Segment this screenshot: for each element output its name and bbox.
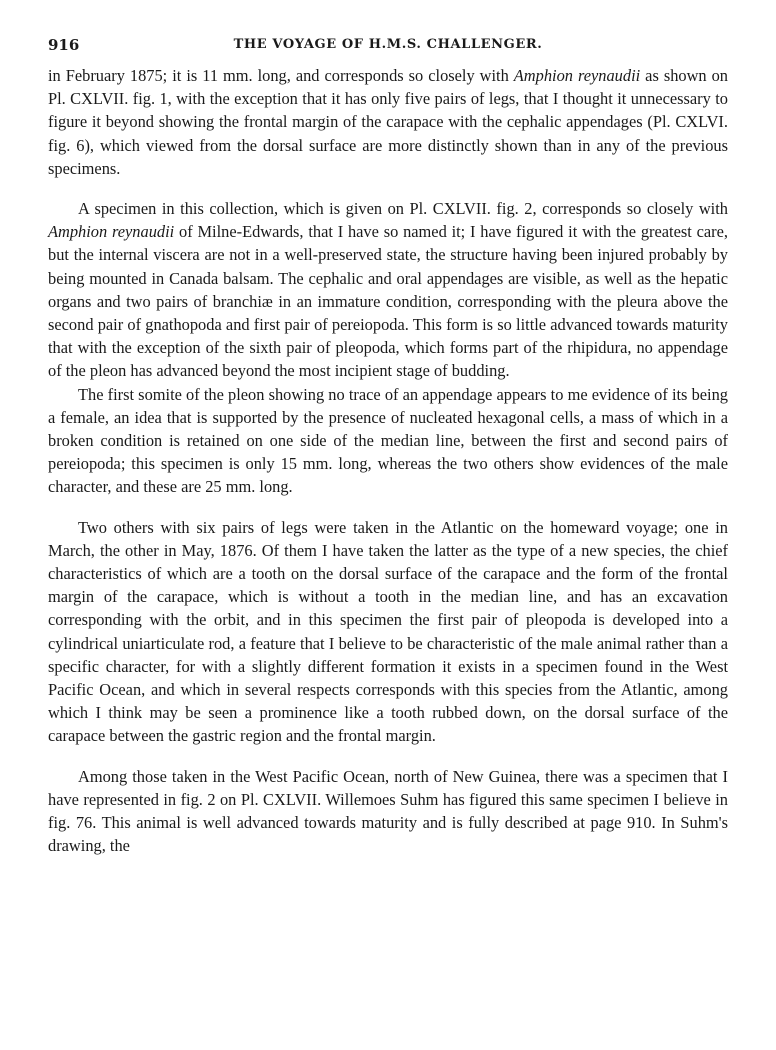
paragraph-4-text: Two others with six pairs of legs were taken in the Atlantic on the homeward voyage; one in March, the other in May, 1876. Of them I have taken the latter as the type of a new species, the chief characteristics of which are a tooth on the dorsal surface of the carapace and the form of the frontal margin of the carapace, which is without a tooth in the median line, and has an excavation corresponding with the orbit, and in this specimen the first pair of pleopoda is developed into a cylindrical uniarticulate rod, a feature that I believe to be characteristic of the male animal rather than a specific character, for with a slightly different formation it exists in a specimen found in the West Pacific Ocean, and which in several respects corresponds with this species from the Atlantic, among which I think may be seen a prominence like a tooth rubbed down, on the dorsal surface of the carapace between the gastric region and the frontal margin.: [48, 517, 728, 746]
paragraph-2-text-b: of Milne-Edwards, that I have so named it; I have figured it with the greatest care, but the internal viscera are not in a well-preserved state, the structure having been injured probably by being mounted in Canada balsam. The cephalic and oral appendages are visible, as well as the hepatic organs and two pairs of branchiæ in an immature condition, corresponding with the pleura above the second pair of gnathopoda and first pair of pereiopoda. This form is so little advanced towards maturity that with the exception of the sixth pair of pleopoda, which forms part of the rhipidura, no appendage of the pleon has advanced beyond the most incipient stage of budding.: [48, 222, 728, 381]
species-name-italic: Amphion reynaudii: [513, 66, 641, 85]
running-title: THE VOYAGE OF H.M.S. CHALLENGER.: [233, 37, 543, 52]
species-name-italic: Amphion reynaudii: [48, 222, 175, 242]
paragraph-2: [48, 197, 728, 383]
page-number: 916: [48, 36, 80, 54]
paragraph-3: [48, 383, 728, 499]
paragraph-2-text-a: A specimen in this collection, which is given on Pl. CXLVII. fig. 2, corresponds so closely with: [78, 199, 728, 219]
paragraph-1-text-b: as shown on Pl. CXLVII. fig. 1, with the exception that it has only five pairs of legs, that I thought it unnecessary to figure it beyond showing the frontal margin of the carapace with the cephalic appendages (Pl. CXLVI. fig. 6), which viewed from the dorsal surface are more distinctly shown than in any of the previous specimens.: [48, 66, 729, 178]
page-header: [48, 36, 728, 64]
paragraph-1: [48, 64, 728, 180]
paragraph-5: [48, 765, 728, 858]
body-text: [48, 64, 728, 858]
paragraph-4: [48, 516, 728, 748]
paragraph-1-text-a: in February 1875; it is 11 mm. long, and corresponds so closely with: [48, 66, 514, 85]
paragraph-gap: [48, 499, 728, 516]
paragraph-3-text: The first somite of the pleon showing no trace of an appendage appears to me evidence of its being a female, an idea that is supported by the presence of nucleated hexagonal cells, a mass of which in a broken condition is retained on one side of the median line, between the first and second pairs of pereiopoda; this specimen is only 15 mm. long, whereas the two others show evidences of the male character, and these are 25 mm. long.: [48, 384, 728, 497]
document-page: [48, 36, 728, 858]
paragraph-5-text: Among those taken in the West Pacific Ocean, north of New Guinea, there was a specimen that I have represented in fig. 2 on Pl. CXLVII. Willemoes Suhm has figured this same specimen I believe in fig. 76. This animal is well advanced towards maturity and is fully described at page 910. In Suhm's drawing, the: [48, 766, 728, 856]
paragraph-gap: [48, 180, 728, 197]
paragraph-gap: [48, 748, 728, 765]
